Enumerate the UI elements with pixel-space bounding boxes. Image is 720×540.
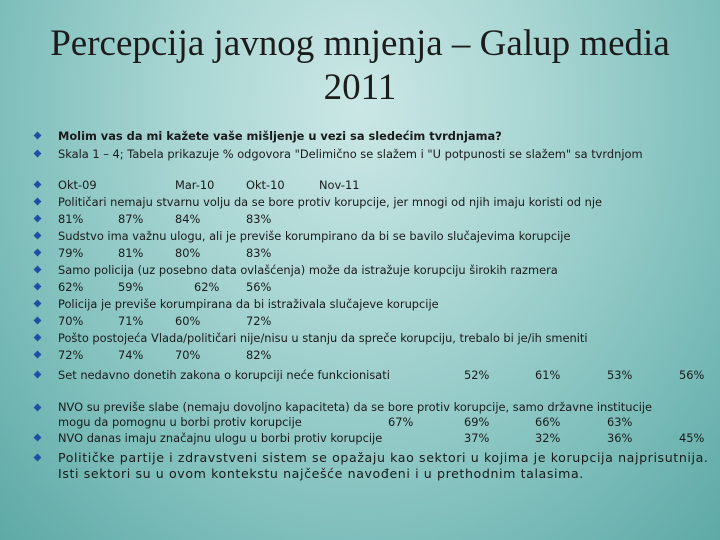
value-cell: 70% xyxy=(58,314,84,328)
value-cell: 69% xyxy=(464,415,490,429)
value-cell: 60% xyxy=(175,314,201,328)
value-cell: 61% xyxy=(535,368,561,382)
value-cell: 81% xyxy=(118,246,144,260)
value-cell: 87% xyxy=(118,212,144,226)
bullet-icon xyxy=(34,266,42,274)
value-cell: 63% xyxy=(607,415,633,429)
bullet-icon xyxy=(34,317,42,325)
statement-values-row xyxy=(34,211,434,228)
periods-row xyxy=(34,177,434,194)
bullet-icon xyxy=(34,300,42,308)
value-cell: 71% xyxy=(118,314,144,328)
statement-values-row xyxy=(34,347,434,364)
statement-values-row xyxy=(34,245,434,262)
period-label: Nov-11 xyxy=(319,178,360,192)
bullet-icon xyxy=(34,215,42,223)
value-cell: 59% xyxy=(118,280,144,294)
bullet-icon xyxy=(34,434,42,442)
value-cell: 32% xyxy=(535,431,561,445)
statement-text-line1: NVO su previše slabe (nemaju dovoljno kapaciteta) da se bore protiv korupcije, samo državne institucije xyxy=(58,400,653,414)
statement-values-row xyxy=(34,279,434,296)
scale-text: Skala 1 – 4; Tabela prikazuje % odgovora "Delimično se slažem i "U potpunosti se slažem" sa tvrdnjom xyxy=(58,147,643,161)
bullet-icon xyxy=(34,404,42,412)
statement-values-row xyxy=(34,313,434,330)
value-cell: 84% xyxy=(175,212,201,226)
statement-text: Političari nemaju stvarnu volju da se bore protiv korupcije, jer mnogi od njih imaju koristi od nje xyxy=(58,195,603,209)
bullet-icon xyxy=(34,181,42,189)
bullet-icon xyxy=(34,283,42,291)
value-cell: 45% xyxy=(679,431,705,445)
value-cell: 56% xyxy=(679,368,705,382)
slide-title: Percepcija javnog mnjenja – Galup media 2011 xyxy=(50,23,670,108)
period-label: Okt-09 xyxy=(58,178,97,192)
value-cell: 62% xyxy=(194,280,220,294)
statement-text: Sudstvo ima važnu ulogu, ali je previše korumpirano da bi se bavilo slučajevima korupcije xyxy=(58,229,571,243)
last-statement-row xyxy=(34,430,714,447)
value-cell: 79% xyxy=(58,246,84,260)
value-cell: 83% xyxy=(246,246,272,260)
statement-text: Pošto postojeća Vlada/političari nije/nisu u stanju da spreče korupciju, trebalo bi je/ih smeniti xyxy=(58,331,588,345)
statement-text-line2: mogu da pomognu u borbi protiv korupcije xyxy=(58,415,302,429)
value-cell: 80% xyxy=(175,246,201,260)
question-text: Molim vas da mi kažete vaše mišljenje u vezi sa sledećim tvrdnjama? xyxy=(58,129,502,143)
value-cell: 66% xyxy=(535,415,561,429)
statement-text: Samo policija (uz posebno data ovlašćenja) može da istražuje korupciju širokih razmera xyxy=(58,263,558,277)
bullet-icon xyxy=(34,132,42,140)
bullet-icon xyxy=(34,232,42,240)
value-cell: 74% xyxy=(118,348,144,362)
conclusion-row xyxy=(34,450,714,486)
bullet-icon xyxy=(34,334,42,342)
wrapped-statement-row xyxy=(34,400,714,432)
bullet-icon xyxy=(34,454,42,462)
value-cell: 52% xyxy=(464,368,490,382)
value-cell: 72% xyxy=(58,348,84,362)
value-cell: 83% xyxy=(246,212,272,226)
bullet-icon xyxy=(34,150,42,158)
statement-text: Set nedavno donetih zakona o korupciji neće funkcionisati xyxy=(58,368,390,382)
inline-statement-row xyxy=(34,367,714,384)
conclusion-text: Političke partije i zdravstveni sistem se opažaju kao sektori u kojima je korupcija najprisutnija. Isti sektori su u ovom kontekstu najčešće navođeni i u prethodnim talasima. xyxy=(58,450,709,481)
value-cell: 62% xyxy=(58,280,84,294)
value-cell: 72% xyxy=(246,314,272,328)
period-label: Mar-10 xyxy=(175,178,215,192)
value-cell: 82% xyxy=(246,348,272,362)
value-cell: 56% xyxy=(246,280,272,294)
value-cell: 81% xyxy=(58,212,84,226)
value-cell: 53% xyxy=(607,368,633,382)
bullet-icon xyxy=(34,198,42,206)
period-label: Okt-10 xyxy=(246,178,285,192)
value-cell: 67% xyxy=(388,415,414,429)
statement-text: Policija je previše korumpirana da bi istraživala slučajeve korupcije xyxy=(58,297,439,311)
value-cell: 37% xyxy=(464,431,490,445)
bullet-icon xyxy=(34,371,42,379)
bullet-icon xyxy=(34,351,42,359)
statement-text: NVO danas imaju značajnu ulogu u borbi protiv korupcije xyxy=(58,431,383,445)
value-cell: 70% xyxy=(175,348,201,362)
bullet-icon xyxy=(34,249,42,257)
value-cell: 36% xyxy=(607,431,633,445)
